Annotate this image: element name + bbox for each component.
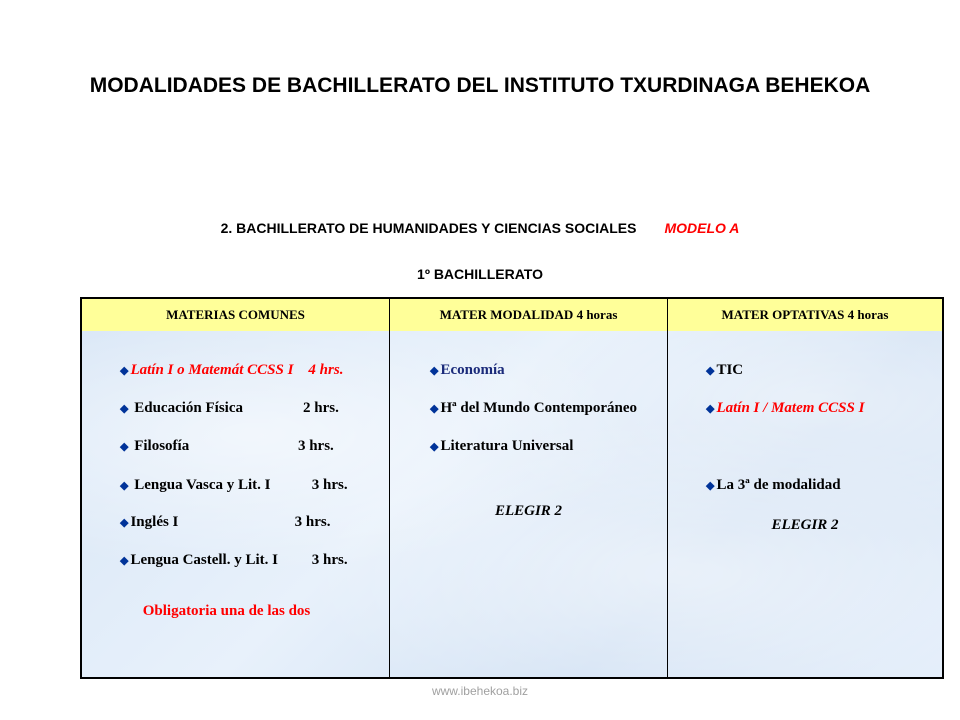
diamond-bullet-icon: ◆	[706, 365, 715, 377]
diamond-bullet-icon: ◆	[120, 403, 129, 415]
modalidad-note: ELEGIR 2	[494, 503, 563, 519]
diamond-bullet-icon: ◆	[706, 480, 715, 492]
diamond-bullet-icon: ◆	[430, 441, 439, 453]
header-comunes: MATERIAS COMUNES	[82, 299, 390, 331]
subjects-table	[80, 297, 944, 679]
diamond-bullet-icon: ◆	[706, 403, 715, 415]
list-item: ◆ Lengua Castell. y Lit. I 3 hrs.	[120, 552, 348, 568]
diamond-bullet-icon: ◆	[120, 555, 129, 567]
list-item: ◆ Literatura Universal	[430, 438, 574, 454]
subtitle-main: 2. BACHILLERATO DE HUMANIDADES Y CIENCIAS SOCIALES	[220, 220, 637, 236]
list-item: ◆ Hª del Mundo Contemporáneo	[430, 400, 638, 416]
list-item: ◆ Educación Física 2 hrs.	[120, 400, 339, 416]
list-item: ◆ La 3ª de modalidad	[706, 477, 841, 493]
diamond-bullet-icon: ◆	[120, 517, 129, 529]
diamond-bullet-icon: ◆	[120, 365, 129, 377]
diamond-bullet-icon: ◆	[430, 365, 439, 377]
table-body-row	[82, 331, 942, 677]
header-optativas: MATER OPTATIVAS 4 horas	[721, 307, 889, 322]
table-header-row	[82, 299, 942, 333]
list-item: ◆ Economía	[430, 362, 505, 378]
optativas-note: ELEGIR 2	[771, 517, 839, 533]
diamond-bullet-icon: ◆	[120, 441, 129, 453]
column-comunes	[82, 331, 390, 677]
list-item: ◆ Filosofía 3 hrs.	[120, 438, 334, 454]
page-title: MODALIDADES DE BACHILLERATO DEL INSTITUTO TXURDINAGA BEHEKOA	[89, 74, 871, 97]
list-item: ◆ Latín I o Matemát CCSS I 4 hrs.	[120, 362, 344, 378]
column-modalidad	[390, 331, 668, 677]
course-label: 1º BACHILLERATO	[417, 266, 543, 282]
list-item: ◆ Latín I / Matem CCSS I	[706, 400, 865, 416]
list-item: ◆ TIC	[706, 362, 744, 378]
diamond-bullet-icon: ◆	[120, 480, 129, 492]
diamond-bullet-icon: ◆	[430, 403, 439, 415]
footer-url: www.ibehekoa.biz	[431, 684, 529, 698]
subtitle-model: MODELO A	[664, 220, 740, 236]
column-optativas	[668, 331, 942, 677]
header-modalidad: MATER MODALIDAD 4 horas	[390, 299, 668, 331]
list-item: ◆ Inglés I 3 hrs.	[120, 514, 331, 530]
comunes-note: Obligatoria una de las dos	[142, 603, 311, 619]
subtitle	[0, 220, 960, 236]
list-item: ◆ Lengua Vasca y Lit. I 3 hrs.	[120, 477, 348, 493]
